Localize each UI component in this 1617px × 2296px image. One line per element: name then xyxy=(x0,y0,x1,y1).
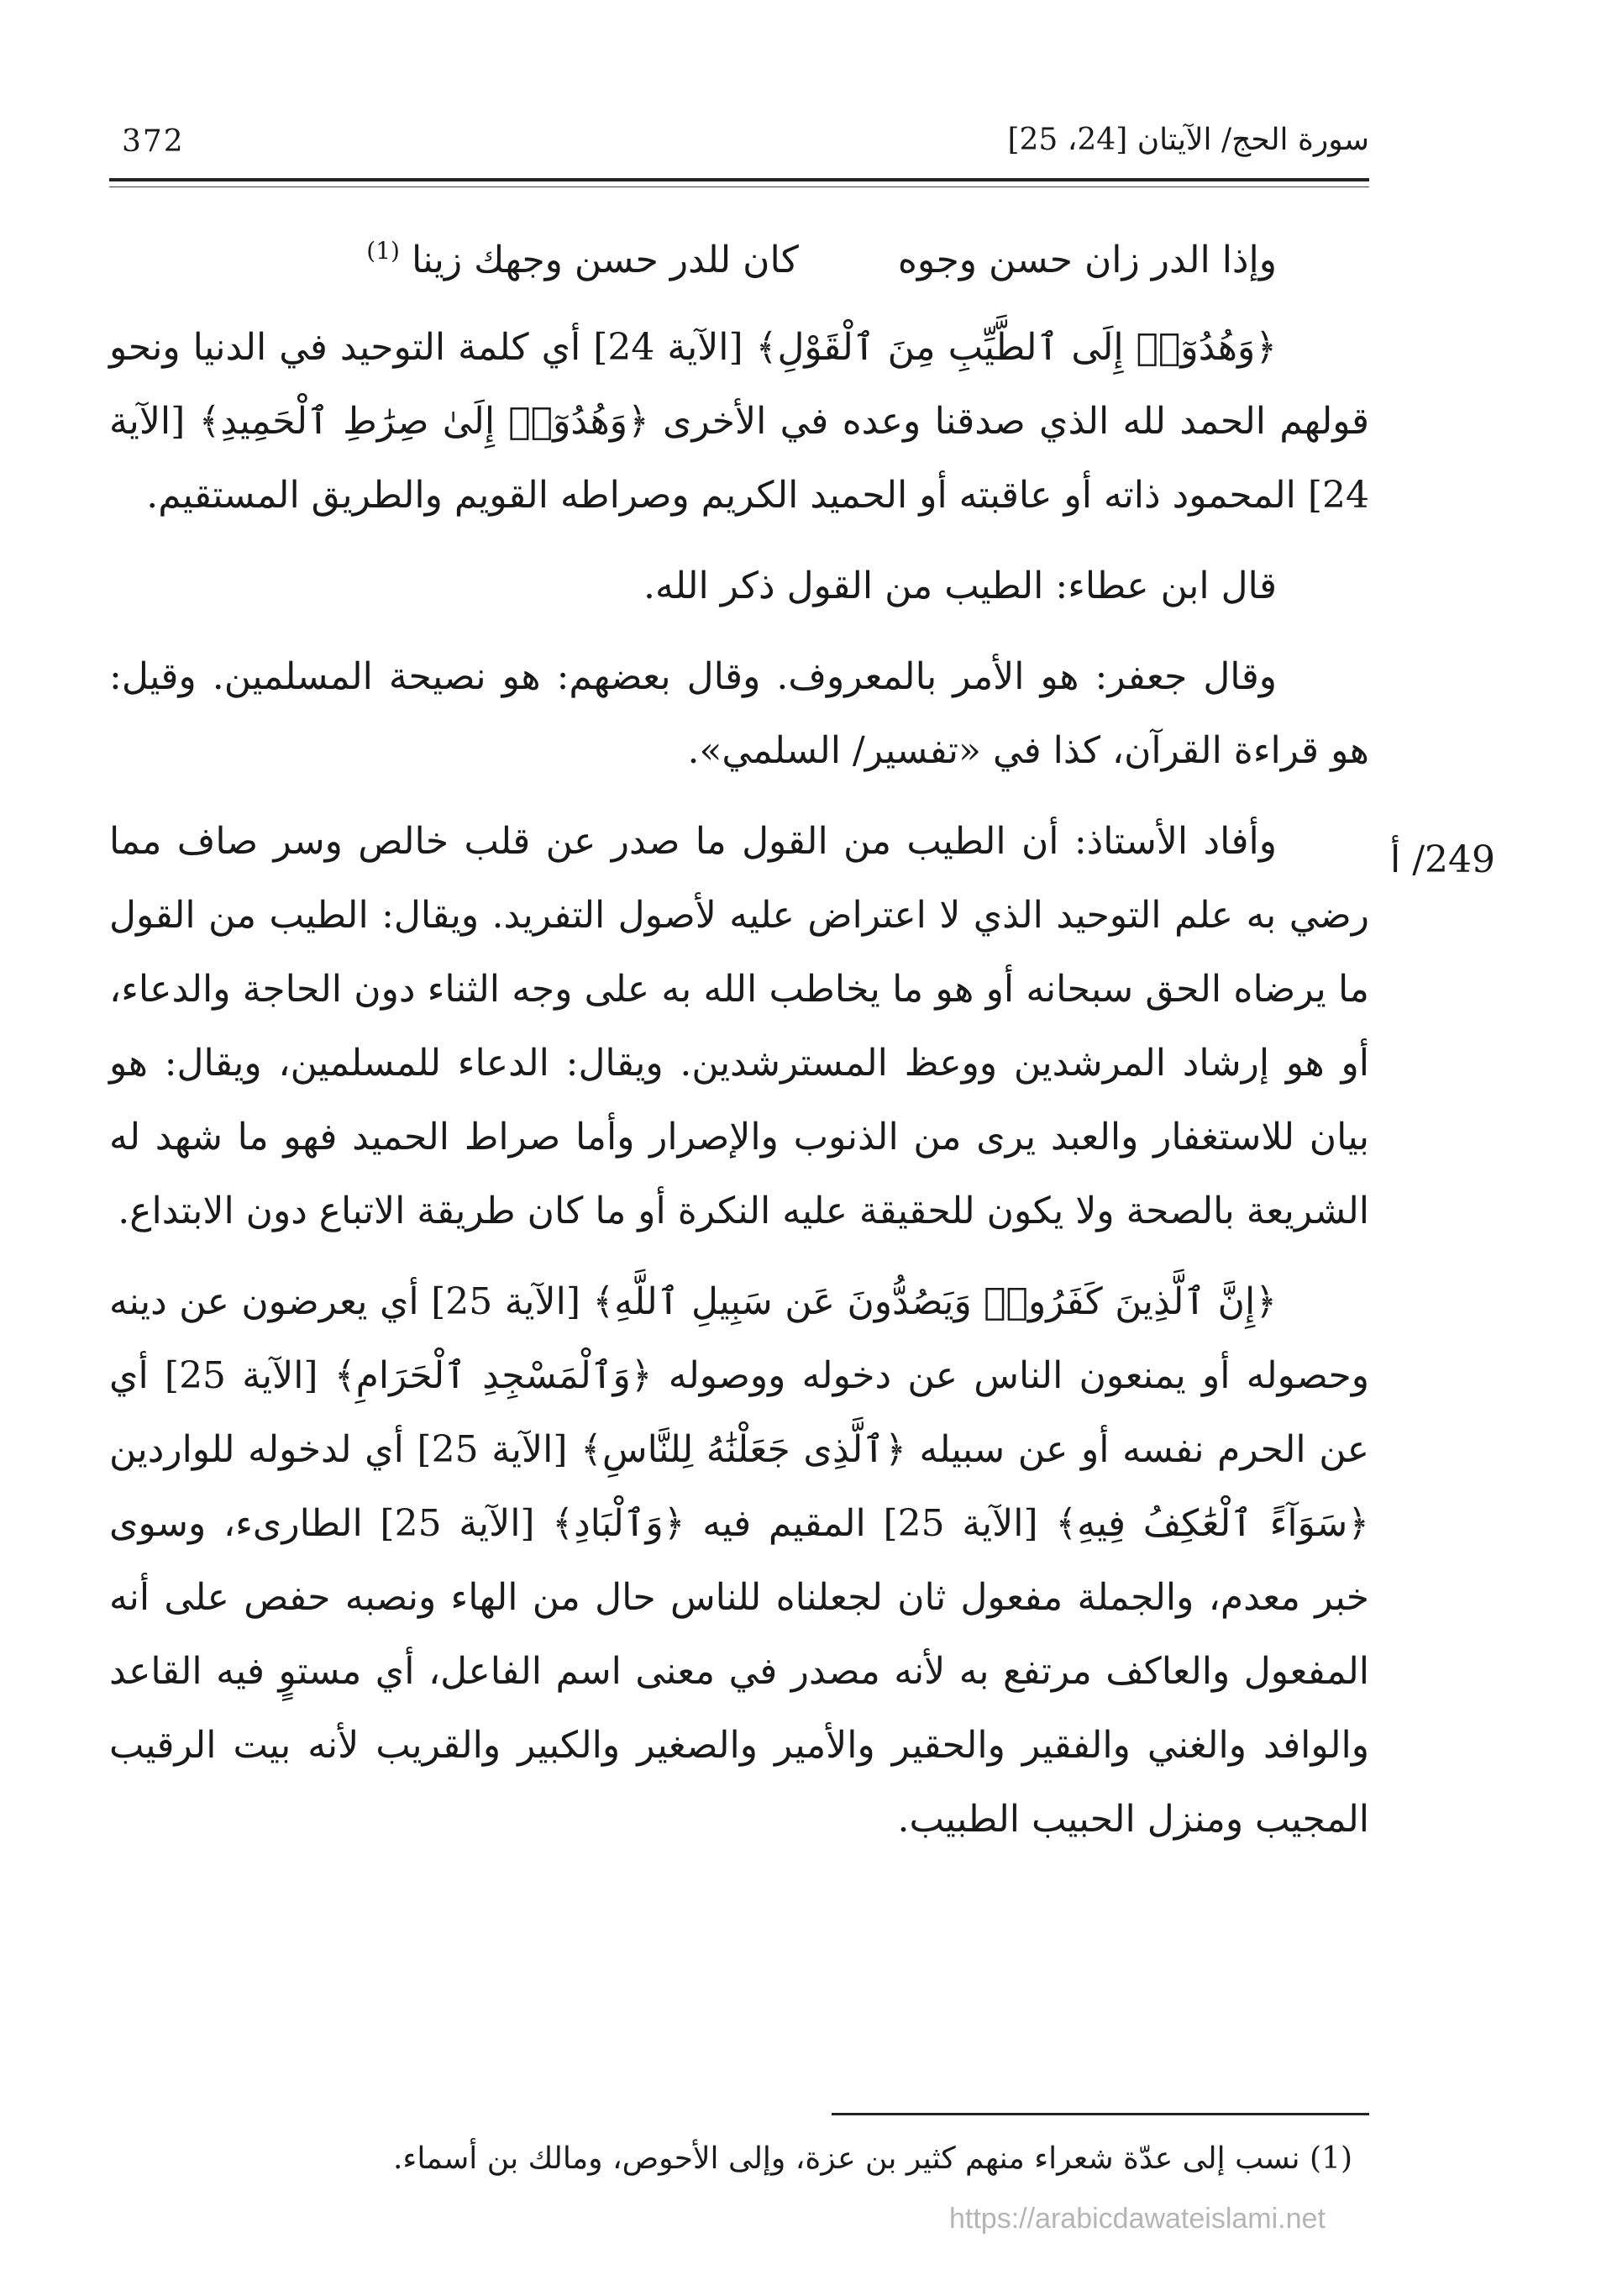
paragraph: قال ابن عطاء: الطيب من القول ذكر الله. xyxy=(643,564,1277,607)
verse-second-hemistich: كان للدر حسن وجهك زينا xyxy=(411,238,799,281)
page-body xyxy=(109,214,1369,1873)
poetry-verse xyxy=(109,214,1369,297)
footnote: (1) نسب إلى عدّة شعراء منهم كثير بن عزة، وإلى الأحوص، ومالك بن أسماء. xyxy=(392,2141,1352,2176)
verse-first-hemistich: وإذا الدر زان حسن وجوه xyxy=(897,238,1277,281)
header-rule xyxy=(109,178,1369,181)
paragraph: ﴿وَهُدُوٓا۟ إِلَى ٱلطَّيِّبِ مِنَ ٱلْقَوْلِ﴾ [الآية 24] أي كلمة التوحيد في الدنيا ونحو قولهم الحمد لله الذي صدقنا وعده في الأخرى ﴿وَهُدُوٓا۟ إِلَىٰ صِرَٰطِ ٱلْحَمِيدِ﴾ [الآية 24] المحمود ذاته أو عاقبته أو الحميد الكريم وصراطه القويم والطريق المستقيم. xyxy=(109,325,1369,517)
paragraph: وأفاد الأستاذ: أن الطيب من القول ما صدر عن قلب خالص وسر صاف مما رضي به علم التوحيد الذي لا اعتراض عليه لأصول التفريد. ويقال: الطيب من القول ما يرضاه الحق سبحانه أو هو ما يخاطب الله به على وجه الثناء دون الحاجة والدعاء، أو هو إرشاد المرشدين ووعظ المسترشدين. ويقال: الدعاء للمسلمين، ويقال: هو بيان للاستغفار والعبد يرى من الذنوب والإصرار وأما صراط الحميد فهو ما شهد له الشريعة بالصحة ولا يكون للحقيقة عليه النكرة أو ما كان طريقة الاتباع دون الابتداع. xyxy=(109,819,1370,1232)
footnote-rule xyxy=(832,2113,1369,2115)
running-title: سورة الحج/ الآيتان [24، 25] xyxy=(1007,123,1369,157)
footnote-reference: (1) xyxy=(366,237,400,265)
page-number: 372 xyxy=(122,124,185,159)
paragraph: ﴿إِنَّ ٱلَّذِينَ كَفَرُوا۟ وَيَصُدُّونَ عَن سَبِيلِ ٱللَّهِ﴾ [الآية 25] أي يعرضون عن دينه وحصوله أو يمنعون الناس عن دخوله ووصوله ﴿وَٱلْمَسْجِدِ ٱلْحَرَامِ﴾ [الآية 25] أي عن الحرم نفسه أو عن سبيله ﴿ٱلَّذِى جَعَلْنَٰهُ لِلنَّاسِ﴾ [الآية 25] أي لدخوله للواردين ﴿سَوَآءً ٱلْعَٰكِفُ فِيهِ﴾ [الآية 25] المقيم فيه ﴿وَٱلْبَادِ﴾ [الآية 25] الطارىء، وسوى خبر معدم، والجملة مفعول ثان لجعلناه للناس حال من الهاء ونصبه حفص على أنه المفعول والعاكف مرتفع به لأنه مصدر في معنى اسم الفاعل، أي مستوٍ فيه القاعد والوافد والغني والفقير والحقير والأمير والصغير والكبير والقريب لأنه بيت الرقيب المجيب ومنزل الحبيب الطبيب. xyxy=(109,1279,1370,1841)
manuscript-folio-note: 249/ أ xyxy=(1390,838,1496,881)
watermark-url: https://arabicdawateislami.net xyxy=(949,2203,1326,2235)
paragraph: وقال جعفر: هو الأمر بالمعروف. وقال بعضهم: هو نصيحة المسلمين. وقيل: هو قراءة القرآن، كذا في «تفسير/ السلمي». xyxy=(109,654,1369,772)
page-header xyxy=(109,118,1369,168)
